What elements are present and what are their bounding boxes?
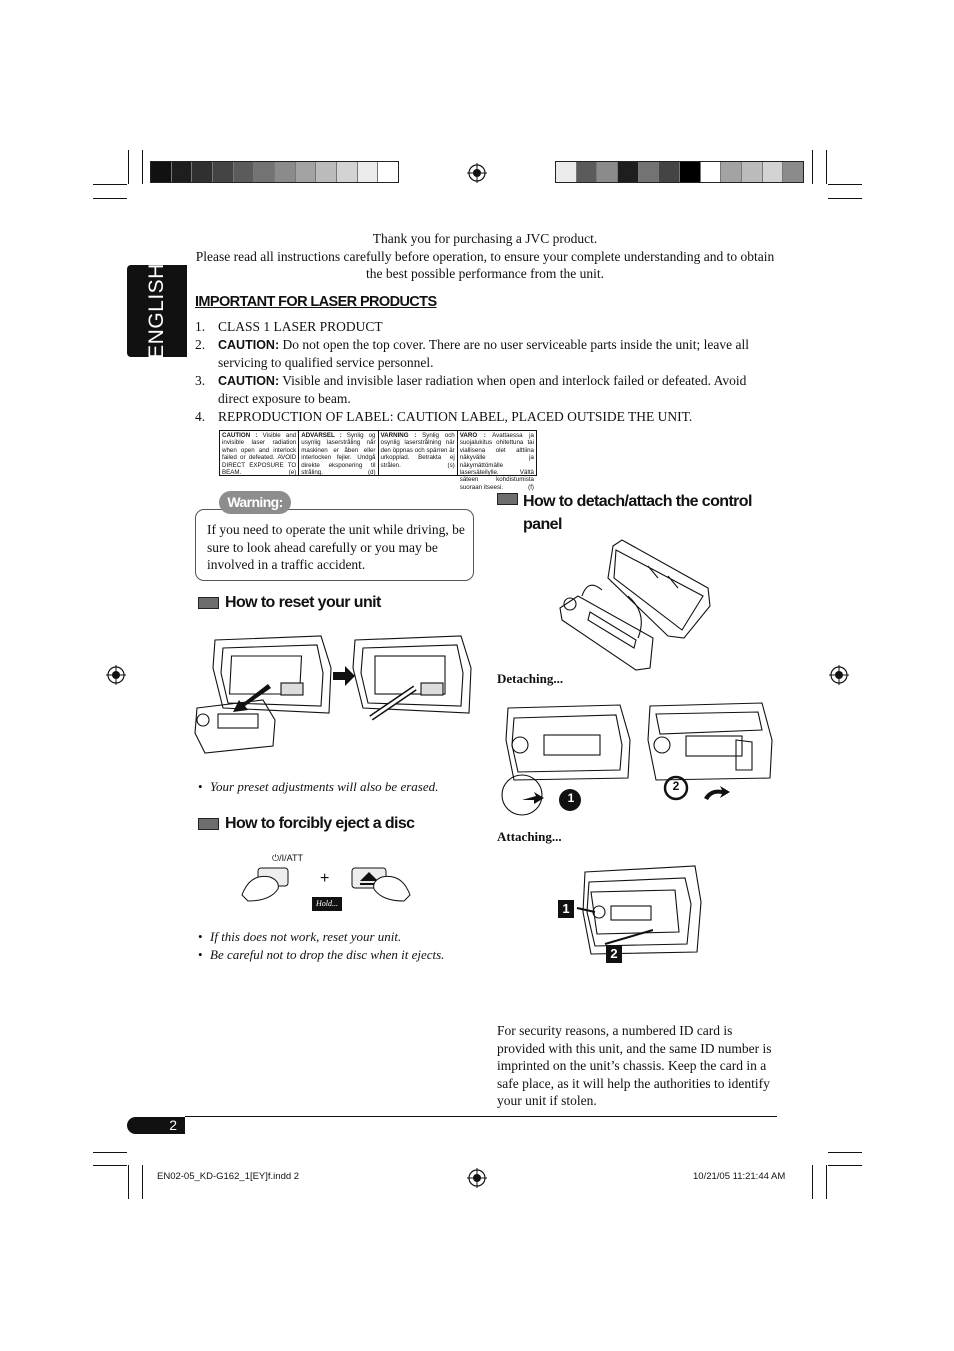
detach-title-line2: panel: [523, 516, 562, 533]
laser-item-body: [218, 408, 692, 426]
crop-mark: [128, 150, 129, 184]
detach-title-line1: How to detach/attach the control: [523, 493, 752, 510]
color-swatch: [151, 162, 172, 182]
attach-step2-number: 2: [606, 945, 622, 963]
detaching-step-illustration: [500, 700, 780, 820]
caution-label-text: CAUTION:: [218, 373, 280, 388]
color-swatch: [783, 162, 803, 182]
label-cell-text: Synlig och osynlig laserstrålning när den öppnas och spärren är urkopplad. Betrakta ej strålen.: [380, 432, 455, 469]
color-swatch: [172, 162, 193, 182]
laser-item-text: REPRODUCTION OF LABEL: CAUTION LABEL, PLACED OUTSIDE THE UNIT.: [218, 408, 693, 424]
label-cell-text: Visible and invisible laser radiation when open and interlock failed or defeated. AVOID DIRECT EXPOSURE TO BEAM.: [222, 432, 297, 477]
label-cell-code: (f): [528, 483, 534, 491]
footer-timestamp: 10/21/05 11:21:44 AM: [693, 1171, 786, 1182]
reset-note: • Your preset adjustments will also be erased.: [210, 778, 438, 796]
reset-unit-illustration: [193, 628, 478, 758]
label-cell-text: Synlig og usynlig laserstråling når maskinen er åben eller interlocken fejler. Undgå direkte eksponering til stråling.: [301, 432, 376, 477]
crop-mark: [128, 1165, 129, 1199]
eject-section-title: How to forcibly eject a disc: [225, 815, 415, 832]
color-swatch: [296, 162, 317, 182]
color-swatch: [618, 162, 639, 182]
laser-item: [195, 372, 780, 408]
caution-label: [219, 430, 537, 491]
crop-mark: [826, 1165, 827, 1199]
laser-item-number: 2.: [195, 336, 206, 352]
eject-note: • If this does not work, reset your unit.: [210, 928, 401, 946]
color-swatch: [254, 162, 275, 182]
registration-mark-icon: [467, 1168, 487, 1188]
color-swatch: [597, 162, 618, 182]
label-cell-heading: VARNING :: [380, 432, 417, 439]
security-note: For security reasons, a numbered ID card is provided with this unit, and the same ID number is imprinted on the unit’s chassis. Keep the card in a safe place, as it will help the authorities to identify your unit if stolen.: [497, 1023, 772, 1108]
color-swatch: [680, 162, 701, 182]
intro-line1: Thank you for purchasing a JVC product.: [372, 231, 598, 246]
label-cell-code: (d): [367, 469, 376, 477]
crop-mark: [828, 1165, 862, 1166]
label-cell-text: Avattaessa ja suojalukitus ohitettuna tai viallisena olet alttiina näkyvälle ja näkymättömälle lasersäteilylle. Vältä säteen kohdistumista suoraan itseesi.: [459, 432, 534, 491]
language-tab-label: ENGLISH: [145, 263, 168, 359]
laser-item-number: 1.: [195, 319, 206, 334]
label-cell-heading: CAUTION :: [222, 432, 258, 439]
crop-mark: [93, 198, 127, 199]
attach-step1-number: 1: [558, 900, 574, 918]
hold-badge: Hold...: [312, 897, 342, 911]
color-calibration-strip-left: [150, 161, 399, 183]
label-cell: [379, 431, 458, 475]
label-cell: [458, 431, 536, 491]
crop-mark: [828, 184, 862, 185]
laser-item-body: [218, 336, 780, 372]
control-panel-case-illustration: [558, 538, 718, 673]
color-swatch: [213, 162, 234, 182]
footer-filename: EN02-05_KD-G162_1[EY]f.indd 2: [157, 1171, 300, 1182]
crop-mark: [142, 150, 143, 184]
laser-item-text: Do not open the top cover. There are no user serviceable parts inside the unit; leave all servicing to qualified service personnel.: [218, 336, 749, 370]
laser-section-title: IMPORTANT FOR LASER PRODUCTS: [195, 294, 437, 310]
color-swatch: [556, 162, 577, 182]
eject-note: • Be careful not to drop the disc when it ejects.: [210, 946, 444, 964]
color-swatch: [316, 162, 337, 182]
language-tab: [127, 265, 187, 357]
attaching-caption: Attaching...: [497, 829, 562, 844]
laser-item-body: [218, 318, 383, 336]
label-cell-code: (s): [447, 461, 455, 469]
label-cell: [220, 431, 299, 475]
color-calibration-strip-right: [555, 161, 804, 183]
crop-mark: [812, 1165, 813, 1199]
color-swatch: [721, 162, 742, 182]
warning-label: Warning:: [219, 491, 291, 514]
color-swatch: [358, 162, 379, 182]
laser-item-number: 3.: [195, 372, 206, 388]
eject-button-press-illustration: [350, 865, 412, 903]
registration-mark-icon: [829, 665, 849, 685]
color-swatch: [234, 162, 255, 182]
laser-item-text: CLASS 1 LASER PRODUCT: [218, 319, 383, 334]
color-swatch: [639, 162, 660, 182]
crop-mark: [142, 1165, 143, 1199]
crop-mark: [826, 150, 827, 184]
color-swatch: [192, 162, 213, 182]
registration-mark-icon: [106, 665, 126, 685]
color-swatch: [659, 162, 680, 182]
label-cell-code: (e): [288, 469, 297, 477]
crop-mark: [93, 1152, 127, 1153]
plus-sign: +: [320, 870, 330, 887]
color-swatch: [763, 162, 784, 182]
color-swatch: [275, 162, 296, 182]
crop-mark: [812, 150, 813, 184]
color-swatch: [577, 162, 598, 182]
caution-label-text: CAUTION:: [218, 337, 280, 352]
power-att-label: ⏻/I/ATT: [272, 853, 303, 863]
attaching-step-illustration: [555, 862, 705, 962]
intro-text: [190, 230, 780, 283]
intro-line2: Please read all instructions carefully before operation, to ensure your complete understanding and to obtain the best possible performance from the unit.: [195, 248, 775, 281]
color-swatch: [742, 162, 763, 182]
laser-item-body: [218, 372, 780, 408]
page-number: 2: [127, 1117, 185, 1134]
label-cell: [299, 431, 378, 475]
laser-item: [195, 318, 780, 336]
section-marker-icon: [198, 597, 219, 609]
power-button-press-illustration: [240, 865, 300, 903]
detach-section-title: [523, 490, 752, 536]
crop-mark: [828, 1152, 862, 1153]
detach-step2-number: 2: [672, 779, 680, 793]
crop-mark: [93, 184, 127, 185]
laser-item-text: Visible and invisible laser radiation when open and interlock failed or defeated. Avoid direct exposure to beam.: [218, 372, 747, 406]
color-swatch: [337, 162, 358, 182]
bottom-rule: [185, 1116, 777, 1117]
section-marker-icon: [198, 818, 219, 830]
laser-item: [195, 408, 780, 426]
reset-section-title: How to reset your unit: [225, 594, 381, 611]
detach-step1-number: 1: [567, 791, 575, 805]
section-marker-icon: [497, 493, 518, 505]
label-cell-heading: ADVARSEL :: [301, 432, 342, 439]
warning-text: If you need to operate the unit while driving, be sure to look ahead carefully or you may be involved in a traffic accident.: [207, 522, 465, 572]
color-swatch: [701, 162, 722, 182]
crop-mark: [828, 198, 862, 199]
laser-list: [195, 318, 780, 425]
laser-item: [195, 336, 780, 372]
laser-item-number: 4.: [195, 408, 206, 424]
detaching-caption: Detaching...: [497, 671, 564, 686]
registration-mark-icon: [467, 163, 487, 183]
color-swatch: [378, 162, 398, 182]
crop-mark: [93, 1165, 127, 1166]
label-cell-heading: VARO :: [459, 432, 486, 439]
